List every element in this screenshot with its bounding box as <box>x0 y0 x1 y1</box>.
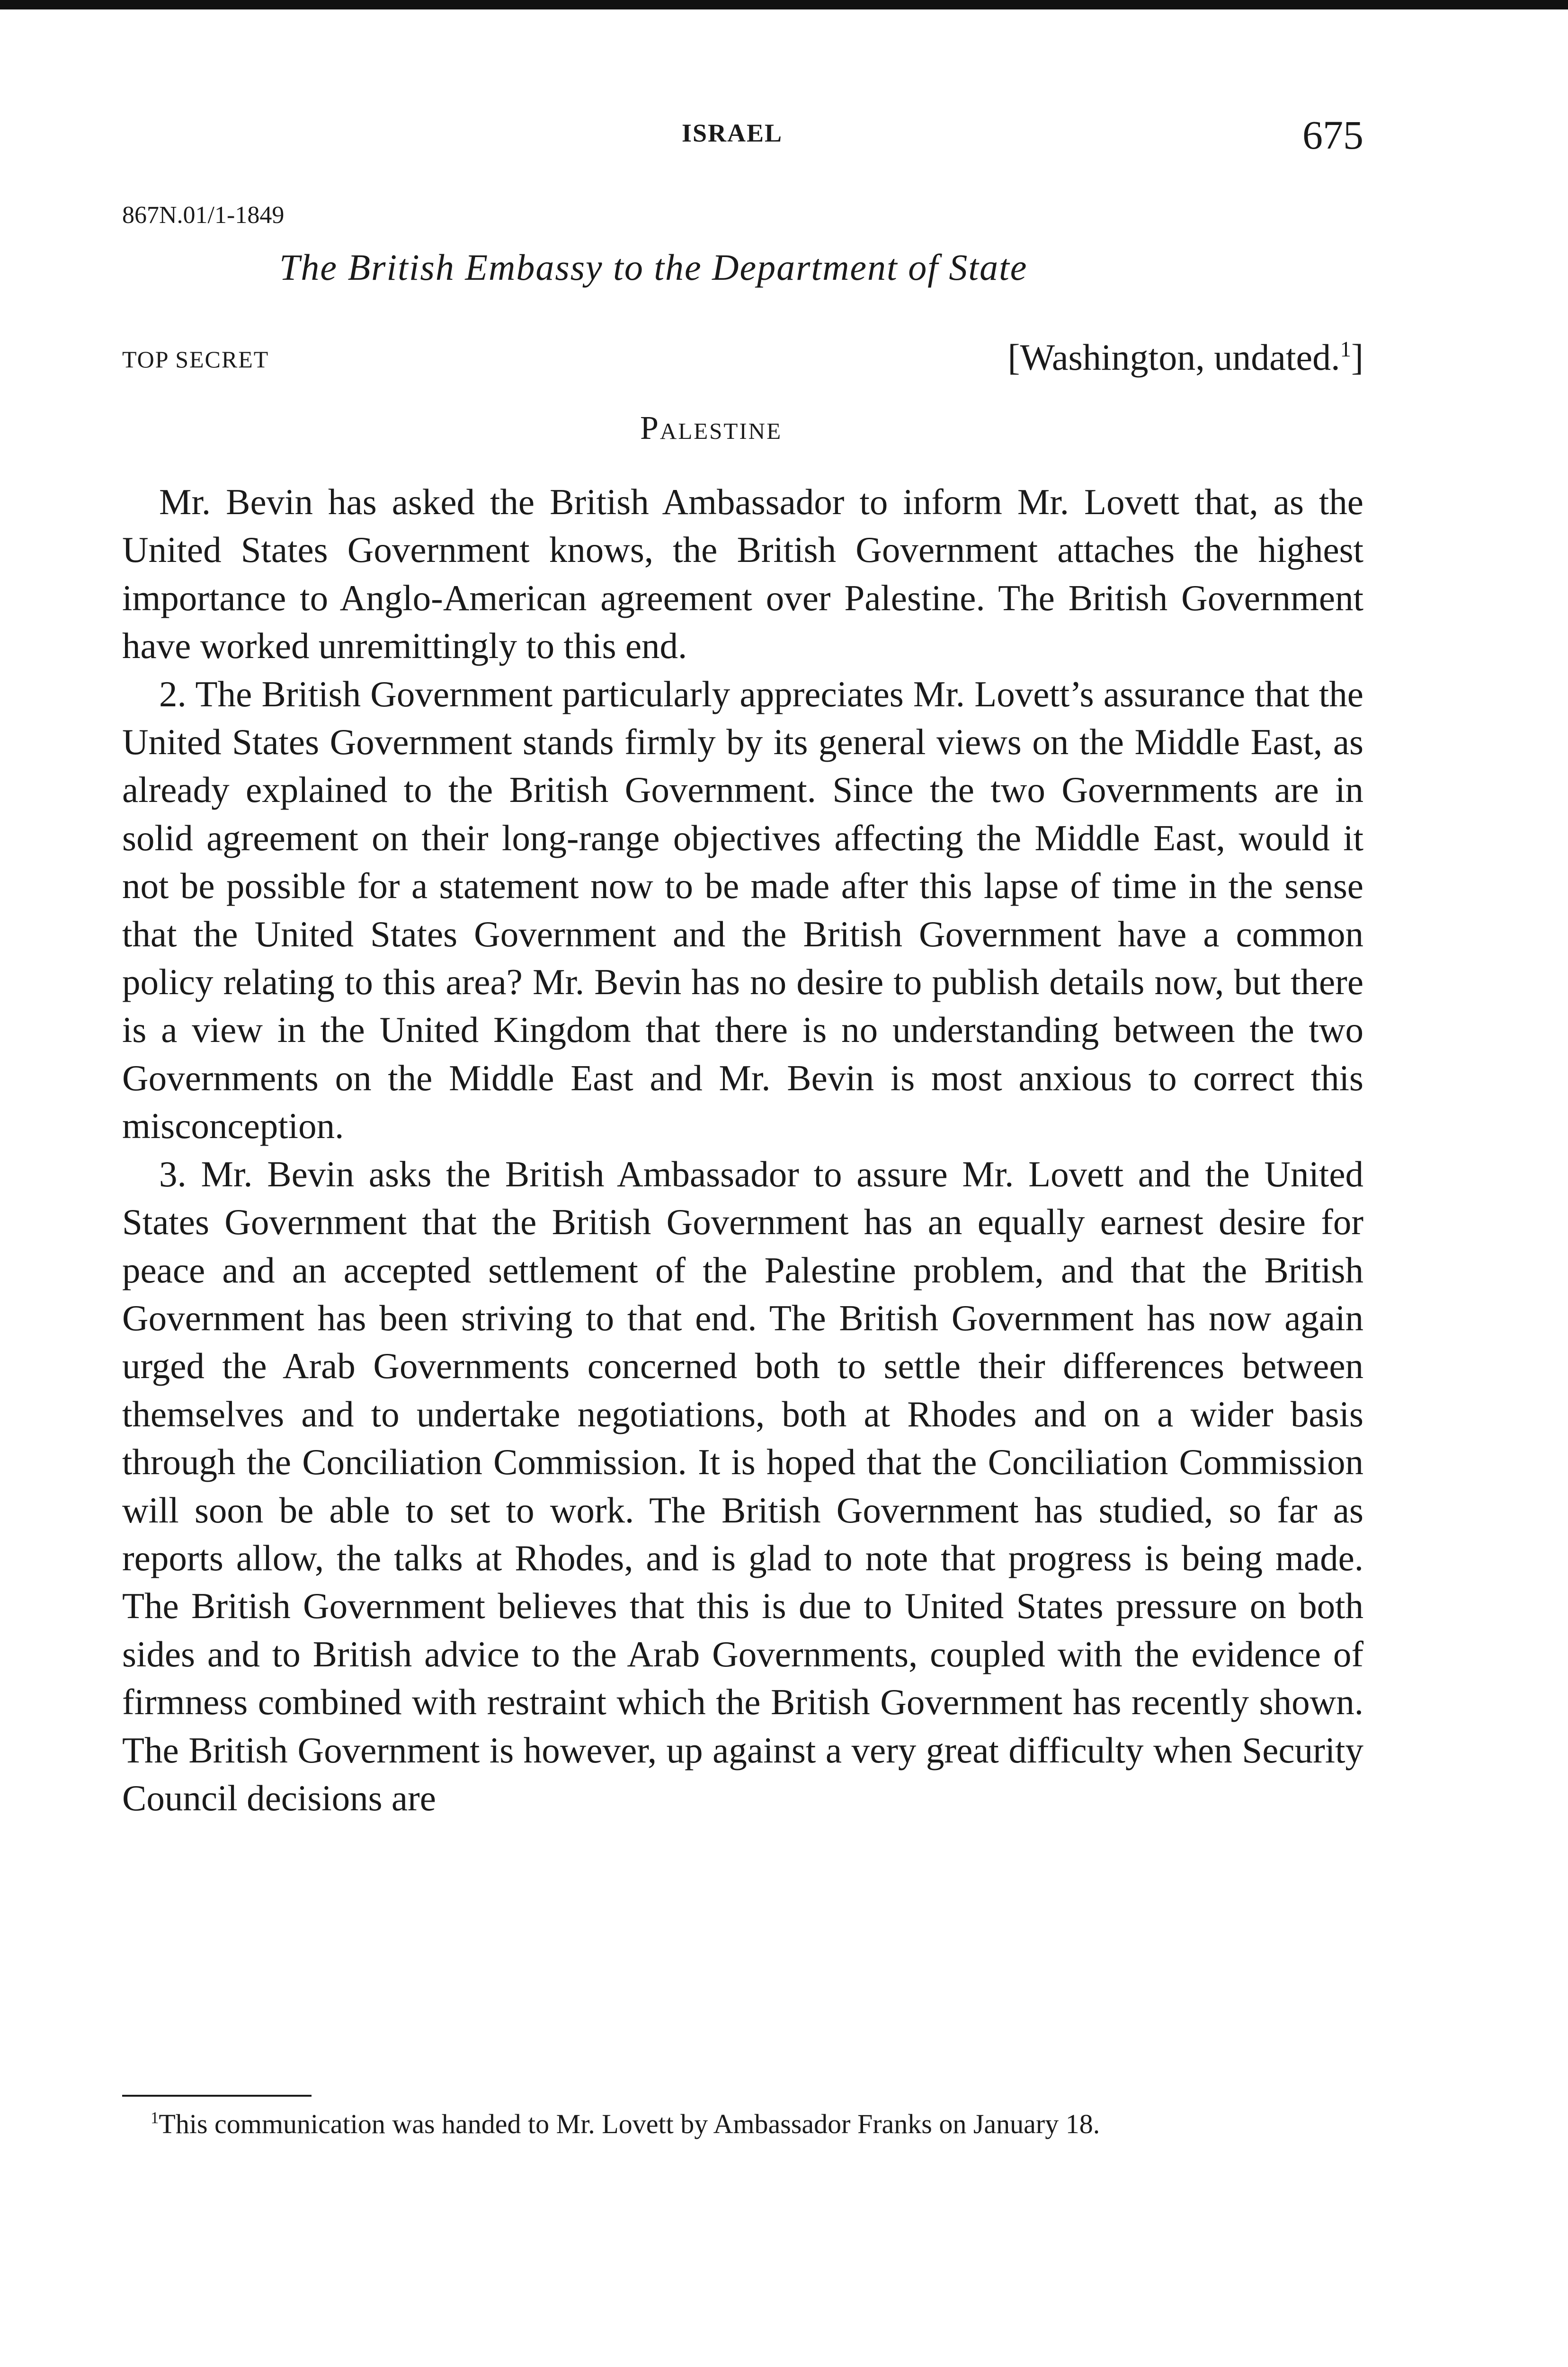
paragraph-1: Mr. Bevin has asked the British Ambassador to inform Mr. Lovett that, as the United States Government knows, the British Government attaches the highest importance to Anglo-American agreement over Palestine. The British Government have worked unremittingly to this end. <box>122 481 1363 667</box>
page-number: 675 <box>1302 112 1363 158</box>
place-date-close: ] <box>1351 337 1363 378</box>
place-date <box>1008 336 1363 379</box>
footnote-marker: 1 <box>151 2109 159 2127</box>
page-top-border <box>0 0 1568 9</box>
document-heading: The British Embassy to the Department of State <box>279 247 1028 288</box>
running-title: ISRAEL <box>682 119 783 147</box>
footnote-reference: 1 <box>1340 337 1352 362</box>
classification-label: TOP SECRET <box>122 346 269 373</box>
body-text <box>122 478 1363 1822</box>
footnote-text: This communication was handed to Mr. Lovett by Ambassador Franks on January 18. <box>159 2109 1100 2139</box>
document-file-number: 867N.01/1-1849 <box>122 202 285 229</box>
paragraph-2: 2. The British Government particularly appreciates Mr. Lovett’s assurance that the United States Government stands firmly by its general views on the Middle East, as already explained to the British Government. Since the two Governments are in solid agreement on their long-range objectives affecting the Middle East, would it not be possible for a statement now to be made after this lapse of time in the sense that the United States Government and the British Government have a common policy relating to this area? Mr. Bevin has no desire to publish details now, but there is a view in the United Kingdom that there is no understanding between the two Governments on the Middle East and Mr. Bevin is most anxious to correct this misconception. <box>122 673 1363 1147</box>
footnote-divider <box>122 2095 312 2097</box>
footnote <box>122 2108 1363 2141</box>
subject-line: Palestine <box>640 410 782 446</box>
place-date-text: [Washington, undated. <box>1007 337 1340 378</box>
paragraph-3: 3. Mr. Bevin asks the British Ambassador to assure Mr. Lovett and the United States Government that the British Government has an equally earnest desire for peace and an accepted settlement of the Palestine problem, and that the British Government has been striving to that end. The British Government has now again urged the Arab Governments concerned both to settle their differences between themselves and to undertake negotiations, both at Rhodes and on a wider basis through the Conciliation Commission. It is hoped that the Conciliation Commission will soon be able to set to work. The British Government has studied, so far as reports allow, the talks at Rhodes, and is glad to note that progress is being made. The British Government believes that this is due to United States pressure on both sides and to British advice to the Arab Governments, coupled with the evidence of firmness combined with restraint which the British Government has recently shown. The British Government is however, up against a very great difficulty when Security Council decisions are <box>122 1153 1363 1818</box>
